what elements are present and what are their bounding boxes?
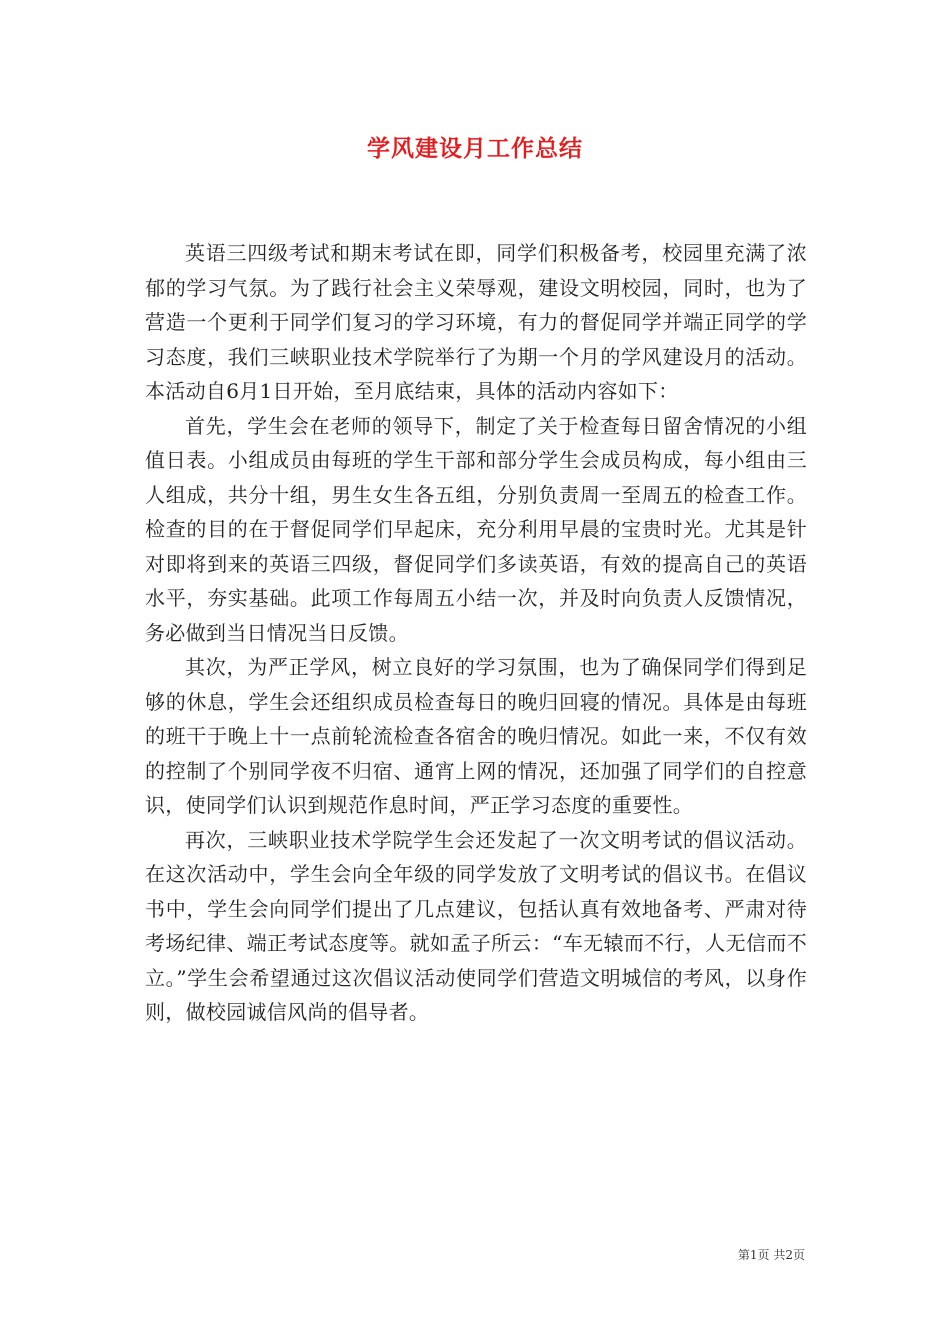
paragraph-2: 首先，学生会在老师的领导下，制定了关于检查每日留舍情况的小组值日表。小组成员由每班的学生干部和部分学生会成员构成，每小组由三人组成，共分十组，男生女生各五组，分别负责周一至周五的检查工作。检查的目的在于督促同学们早起床，充分利用早晨的宝贵时光。尤其是针对即将到来的英语三四级，督促同学们多读英语，有效的提高自己的英语水平，夯实基础。此项工作每周五小结一次，并及时向负责人反馈情况，务必做到当日情况当日反馈。 — [145, 413, 807, 645]
document-title: 学风建设月工作总结 — [367, 135, 583, 162]
paragraph-1: 英语三四级考试和期末考试在即，同学们积极备考，校园里充满了浓郁的学习气氛。为了践行社会主义荣辱观，建设文明校园，同时，也为了营造一个更利于同学们复习的学习环境，有力的督促同学并端正同学的学习态度，我们三峡职业技术学院举行了为期一个月的学风建设月的活动。本活动自6月1日开始，至月底结束，具体的活动内容如下： — [145, 241, 807, 403]
paragraph-4: 再次，三峡职业技术学院学生会还发起了一次文明考试的倡议活动。在这次活动中，学生会向全年级的同学发放了文明考试的倡议书。在倡议书中，学生会向同学们提出了几点建议，包括认真有效地备考、严肃对待考场纪律、端正考试态度等。就如孟子所云：“车无辕而不行，人无信而不立。”学生会希望通过这次倡议活动使同学们营造文明城信的考风，以身作则，做校园诚信风尚的倡导者。 — [145, 827, 807, 1024]
paragraph-3: 其次，为严正学风，树立良好的学习氛围，也为了确保同学们得到足够的休息，学生会还组织成员检查每日的晚归回寝的情况。具体是由每班的班干于晚上十一点前轮流检查各宿舍的晚归情况。如此一来，不仅有效的控制了个别同学夜不归宿、通宵上网的情况，还加强了同学们的自控意识，使同学们认识到规范作息时间，严正学习态度的重要性。 — [145, 655, 807, 817]
page-number: 第1页 共2页 — [737, 1248, 805, 1262]
document-body — [145, 236, 807, 1030]
